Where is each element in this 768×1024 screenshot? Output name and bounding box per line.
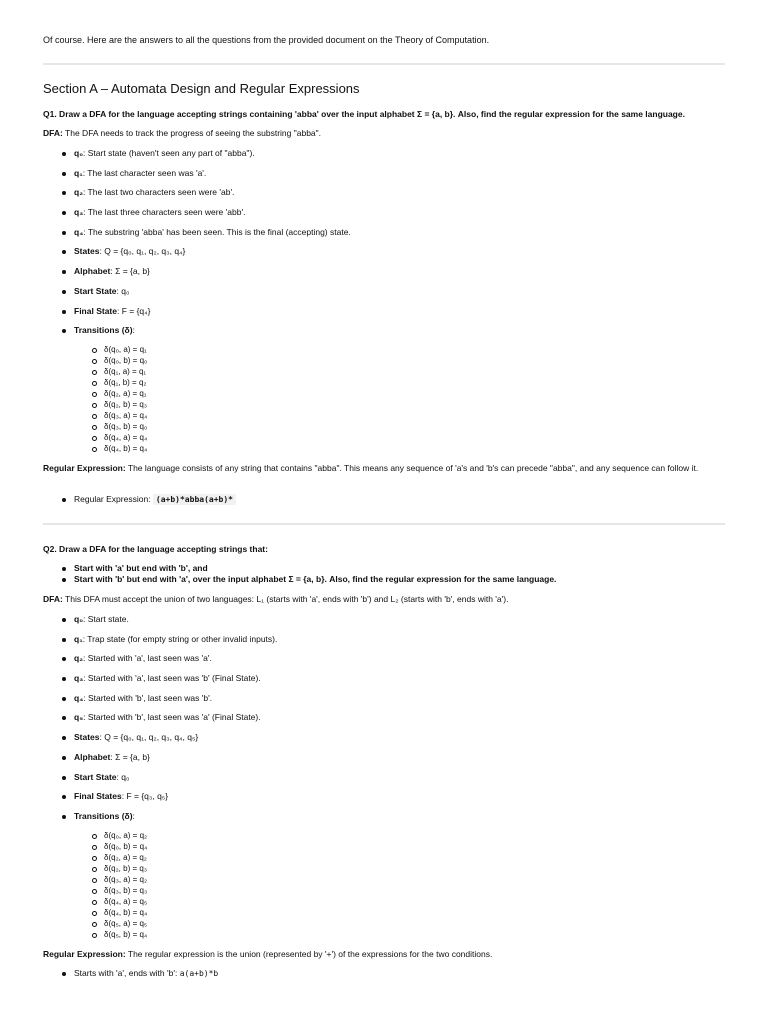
state-name: q₅ xyxy=(74,712,84,723)
transition-item: δ(q₁, a) = q₁ xyxy=(92,366,147,377)
transition-item: δ(q₁, b) = q₂ xyxy=(92,377,147,388)
q1-regex-paragraph xyxy=(43,463,723,475)
state-description: : F = {q₄} xyxy=(116,305,151,316)
state-name: q₀ xyxy=(74,148,84,158)
list-item xyxy=(60,673,277,684)
transition-item: δ(q₅, a) = q₅ xyxy=(92,918,147,929)
state-description: : xyxy=(132,325,135,336)
state-description: : Started with 'a', last seen was 'b' (Final State). xyxy=(83,673,261,684)
transition-item: δ(q₀, b) = q₀ xyxy=(92,355,147,366)
transition-item: δ(q₀, b) = q₄ xyxy=(92,841,147,852)
transition-item: δ(q₀, a) = q₂ xyxy=(92,830,147,841)
state-name: q₄ xyxy=(74,226,84,237)
list-item xyxy=(60,286,351,297)
list-item xyxy=(60,811,277,822)
transition-item: δ(q₃, b) = q₃ xyxy=(92,885,147,896)
q2-dfa-label: DFA: xyxy=(43,594,63,604)
state-description: : Started with 'b', last seen was 'b'. xyxy=(83,692,213,703)
condition-item: Start with 'b' but end with 'a', over the input alphabet Σ = {a, b}. Also, find the regular expression for the same language. xyxy=(60,574,556,585)
list-item xyxy=(60,207,351,218)
q2-dfa-paragraph xyxy=(43,594,723,606)
state-description: : The last three characters seen were 'abb'. xyxy=(83,207,246,218)
state-description: : q₀ xyxy=(116,771,130,782)
transition-item: δ(q₃, b) = q₀ xyxy=(92,421,147,432)
q2-transition-list xyxy=(92,830,147,940)
q1-dfa-text: The DFA needs to track the progress of seeing the substring "abba". xyxy=(62,128,322,138)
q1-dfa-paragraph xyxy=(43,128,723,140)
transition-item: δ(q₄, b) = q₄ xyxy=(92,907,147,918)
state-description: : xyxy=(132,810,135,821)
list-item xyxy=(60,732,277,743)
question-divider xyxy=(43,523,725,525)
q1-regex-code: (a+b)*abba(a+b)* xyxy=(153,494,236,505)
state-description: : Q = {q₀, q₁, q₂, q₃, q₄} xyxy=(99,246,186,257)
q1-regex-item-label: Regular Expression: xyxy=(74,494,153,504)
state-description: : The last two characters seen were 'ab'. xyxy=(82,187,235,198)
q2-dfa-text: This DFA must accept the union of two languages: L₁ (starts with 'a', ends with 'b') and L₂ (starts with 'b', ends with 'a'). xyxy=(62,594,509,604)
state-description: : Q = {q₀, q₁, q₂, q₃, q₄, q₅} xyxy=(99,732,199,743)
q2-regex-paragraph xyxy=(43,949,723,961)
state-name: q₃ xyxy=(74,207,84,218)
state-description: : The last character seen was 'a'. xyxy=(82,167,207,178)
state-name: Start State xyxy=(74,285,117,296)
list-item xyxy=(60,266,351,277)
transition-item: δ(q₄, a) = q₅ xyxy=(92,896,147,907)
intro-text: Of course. Here are the answers to all the questions from the provided document on the Theory of Computation. xyxy=(43,35,490,45)
list-item xyxy=(60,791,277,802)
q2-regex-list xyxy=(60,968,218,979)
transition-item: δ(q₀, a) = q₁ xyxy=(92,344,147,355)
state-description: : Σ = {a, b} xyxy=(110,751,150,762)
list-item xyxy=(60,634,277,645)
q1-regex-label: Regular Expression: xyxy=(43,463,126,473)
section-a-heading: Section A – Automata Design and Regular Expressions xyxy=(43,81,360,96)
q1-dfa-label: DFA: xyxy=(43,128,63,138)
transition-item: δ(q₃, a) = q₄ xyxy=(92,410,147,421)
q1-regex-list xyxy=(60,494,236,505)
list-item xyxy=(60,246,351,257)
state-name: Start State xyxy=(74,771,117,782)
state-description: : Started with 'a', last seen was 'a'. xyxy=(82,653,212,664)
state-name: q₁ xyxy=(74,633,83,644)
transition-item: δ(q₄, a) = q₄ xyxy=(92,432,147,443)
state-name: q₀ xyxy=(74,614,84,624)
state-description: : Start state (haven't seen any part of "abba"). xyxy=(83,148,255,158)
state-name: Alphabet xyxy=(74,751,111,762)
q2-condition-list xyxy=(60,563,556,585)
list-item xyxy=(60,968,218,979)
transition-item: δ(q₄, b) = q₄ xyxy=(92,443,147,454)
state-description: : The substring 'abba' has been seen. This is the final (accepting) state. xyxy=(83,226,351,237)
state-description: : q₀ xyxy=(116,285,130,296)
list-item xyxy=(60,614,277,625)
state-description: : Start state. xyxy=(83,614,129,624)
transition-item: δ(q₂, b) = q₃ xyxy=(92,399,147,410)
section-divider xyxy=(43,63,725,65)
state-name: Transitions (δ) xyxy=(74,325,133,336)
q2-regex-label: Regular Expression: xyxy=(43,949,126,959)
list-item xyxy=(60,306,351,317)
transition-item: δ(q₂, b) = q₃ xyxy=(92,863,147,874)
state-name: Transitions (δ) xyxy=(74,810,133,821)
condition-item: Start with 'a' but end with 'b', and xyxy=(60,563,556,574)
state-name: Final State xyxy=(74,305,117,316)
state-name: Alphabet xyxy=(74,266,111,277)
list-item xyxy=(60,227,351,238)
state-name: q₃ xyxy=(74,673,84,684)
state-name: q₁ xyxy=(74,167,83,178)
q2-regex-code: a(a+b)*b xyxy=(179,969,219,978)
q1-state-list xyxy=(60,148,351,345)
list-item xyxy=(60,325,351,336)
state-name: q₄ xyxy=(74,692,84,703)
state-description: : Σ = {a, b} xyxy=(110,266,150,277)
q1-transition-list xyxy=(92,344,147,454)
state-description: : F = {q₃, q₅} xyxy=(121,791,169,802)
state-name: Final States xyxy=(74,791,122,802)
list-item xyxy=(60,168,351,179)
transition-item: δ(q₃, a) = q₂ xyxy=(92,874,147,885)
q2-state-list xyxy=(60,614,277,831)
q1-regex-text: The language consists of any string that contains "abba". This means any sequence of 'a's and 'b's can precede "abba", and any sequence can follow it. xyxy=(125,463,699,473)
state-name: q₂ xyxy=(74,187,83,198)
list-item xyxy=(60,148,351,159)
state-description: : Trap state (for empty string or other invalid inputs). xyxy=(82,633,278,644)
transition-item: δ(q₂, a) = q₂ xyxy=(92,852,147,863)
q2-regex-text: The regular expression is the union (represented by '+') of the expressions for the two conditions. xyxy=(125,949,493,959)
list-item xyxy=(60,653,277,664)
list-item xyxy=(60,494,236,505)
transition-item: δ(q₂, a) = q₁ xyxy=(92,388,147,399)
q1-question: Q1. Draw a DFA for the language accepting strings containing 'abba' over the input alphabet Σ = {a, b}. Also, find the regular expression for the same language. xyxy=(43,109,685,119)
q2-regex-item-label: Starts with 'a', ends with 'b': xyxy=(74,968,180,978)
state-name: q₂ xyxy=(74,653,83,664)
state-description: : Started with 'b', last seen was 'a' (Final State). xyxy=(83,712,261,723)
list-item xyxy=(60,187,351,198)
transition-item: δ(q₅, b) = q₄ xyxy=(92,929,147,940)
list-item xyxy=(60,772,277,783)
list-item xyxy=(60,752,277,763)
list-item xyxy=(60,693,277,704)
q2-question: Q2. Draw a DFA for the language accepting strings that: xyxy=(43,544,268,554)
state-name: States xyxy=(74,732,100,743)
state-name: States xyxy=(74,246,100,257)
list-item xyxy=(60,712,277,723)
